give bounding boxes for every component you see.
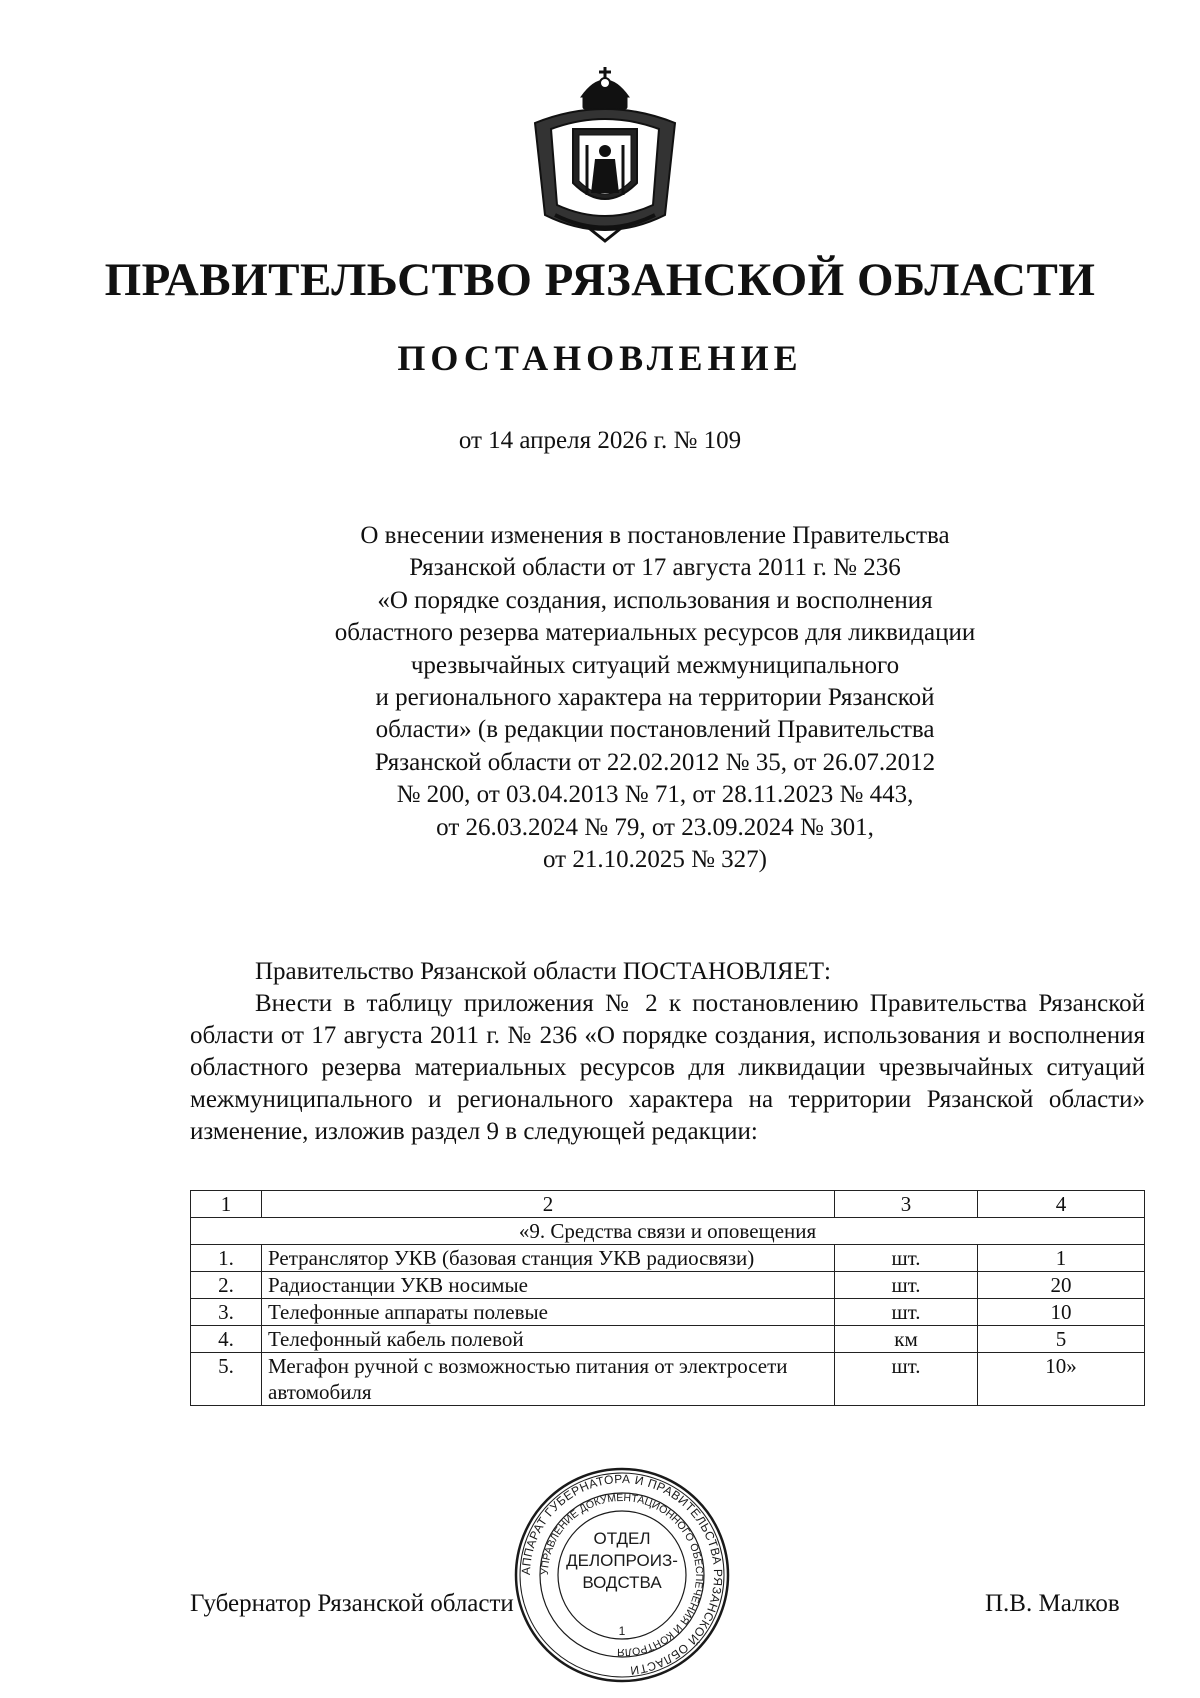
signer-name: П.В. Малков	[985, 1590, 1120, 1617]
signer-title: Губернатор Рязанской области	[190, 1590, 514, 1617]
seal-number: 1	[618, 1624, 626, 1638]
table-row	[191, 1299, 1145, 1326]
row-quantity: 1	[978, 1245, 1145, 1272]
subject-line: областного резерва материальных ресурсов для ликвидации	[334, 619, 976, 647]
subject-line: Рязанской области от 17 августа 2011 г. № 236	[409, 554, 901, 582]
row-number: 3.	[191, 1299, 262, 1326]
document-subject	[270, 520, 1040, 876]
table-header-cell: 4	[978, 1191, 1145, 1218]
subject-line: чрезвычайных ситуаций межмуниципального	[410, 651, 900, 679]
table-header-cell: 2	[262, 1191, 835, 1218]
row-item-name: Ретранслятор УКВ (базовая станция УКВ радиосвязи)	[262, 1245, 835, 1272]
subject-line: области» (в редакции постановлений Правительства	[375, 716, 935, 744]
row-number: 5.	[191, 1353, 262, 1406]
subject-line: от 26.03.2024 № 79, от 23.09.2024 № 301,	[436, 813, 874, 841]
seal-center-line: ДЕЛОПРОИЗ-	[566, 1551, 678, 1570]
subject-line: и регионального характера на территории Рязанской	[375, 684, 935, 712]
row-unit: км	[835, 1326, 978, 1353]
table-header-cell: 3	[835, 1191, 978, 1218]
table-header-cell: 1	[191, 1191, 262, 1218]
seal-center-text	[555, 1528, 689, 1594]
resolution-paragraph: Внести в таблицу приложения № 2 к постановлению Правительства Рязанской области от 17 августа 2011 г. № 236 «О порядке создания, использования и восполнения областного резерва материальных ресурсов для ликвидации чрезвычайных ситуаций межмуниципального и регионального характера на территории Рязанской области» изменение, изложив раздел 9 в следующей редакции:	[190, 990, 1145, 1145]
row-number: 1.	[191, 1245, 262, 1272]
table-row	[191, 1272, 1145, 1299]
document-date-number: от 14 апреля 2026 г. № 109	[458, 427, 742, 454]
seal-inner-ring-text: УПРАВЛЕНИЕ ДОКУМЕНТАЦИОННОГО ОБЕСПЕЧЕНИЯ И КОНТРОЛЯ	[538, 1491, 706, 1659]
table-row	[191, 1326, 1145, 1353]
subject-line: № 200, от 03.04.2013 № 71, от 28.11.2023 № 443,	[396, 781, 914, 809]
row-item-name: Радиостанции УКВ носимые	[262, 1272, 835, 1299]
table-row	[191, 1245, 1145, 1272]
row-number: 2.	[191, 1272, 262, 1299]
document-type: ПОСТАНОВЛЕНИЕ	[397, 338, 803, 378]
row-quantity: 10	[978, 1299, 1145, 1326]
subject-line: Рязанской области от 22.02.2012 № 35, от 26.07.2012	[374, 748, 936, 776]
org-title: ПРАВИТЕЛЬСТВО РЯЗАНСКОЙ ОБЛАСТИ	[104, 254, 1096, 306]
table-row	[191, 1353, 1145, 1406]
seal-outer-ring-text: АППАРАТ ГУБЕРНАТОРА И ПРАВИТЕЛЬСТВА РЯЗАНСКОЙ ОБЛАСТИ	[518, 1471, 726, 1678]
row-unit: шт.	[835, 1245, 978, 1272]
row-number: 4.	[191, 1326, 262, 1353]
row-quantity: 5	[978, 1326, 1145, 1353]
row-item-name: Телефонные аппараты полевые	[262, 1299, 835, 1326]
row-unit: шт.	[835, 1299, 978, 1326]
subject-line: «О порядке создания, использования и восполнения	[377, 586, 933, 614]
resolution-preamble: Правительство Рязанской области ПОСТАНОВЛЯЕТ:	[255, 958, 831, 985]
seal-center-line: ВОДСТВА	[582, 1573, 662, 1592]
subject-line: от 21.10.2025 № 327)	[542, 846, 768, 874]
row-unit: шт.	[835, 1272, 978, 1299]
row-item-name: Мегафон ручной с возможностью питания от электросети автомобиля	[262, 1353, 835, 1406]
seal-center-line: ОТДЕЛ	[593, 1529, 651, 1548]
table-section-row	[191, 1218, 1145, 1245]
row-unit: шт.	[835, 1353, 978, 1406]
subject-line: О внесении изменения в постановление Правительства	[360, 522, 950, 549]
table-section-title: «9. Средства связи и оповещения	[191, 1218, 1145, 1245]
row-item-name: Телефонный кабель полевой	[262, 1326, 835, 1353]
supply-table	[190, 1190, 1145, 1406]
table-header-row	[191, 1191, 1145, 1218]
row-quantity: 10»	[978, 1353, 1145, 1406]
coat-of-arms-icon	[515, 65, 695, 245]
row-quantity: 20	[978, 1272, 1145, 1299]
